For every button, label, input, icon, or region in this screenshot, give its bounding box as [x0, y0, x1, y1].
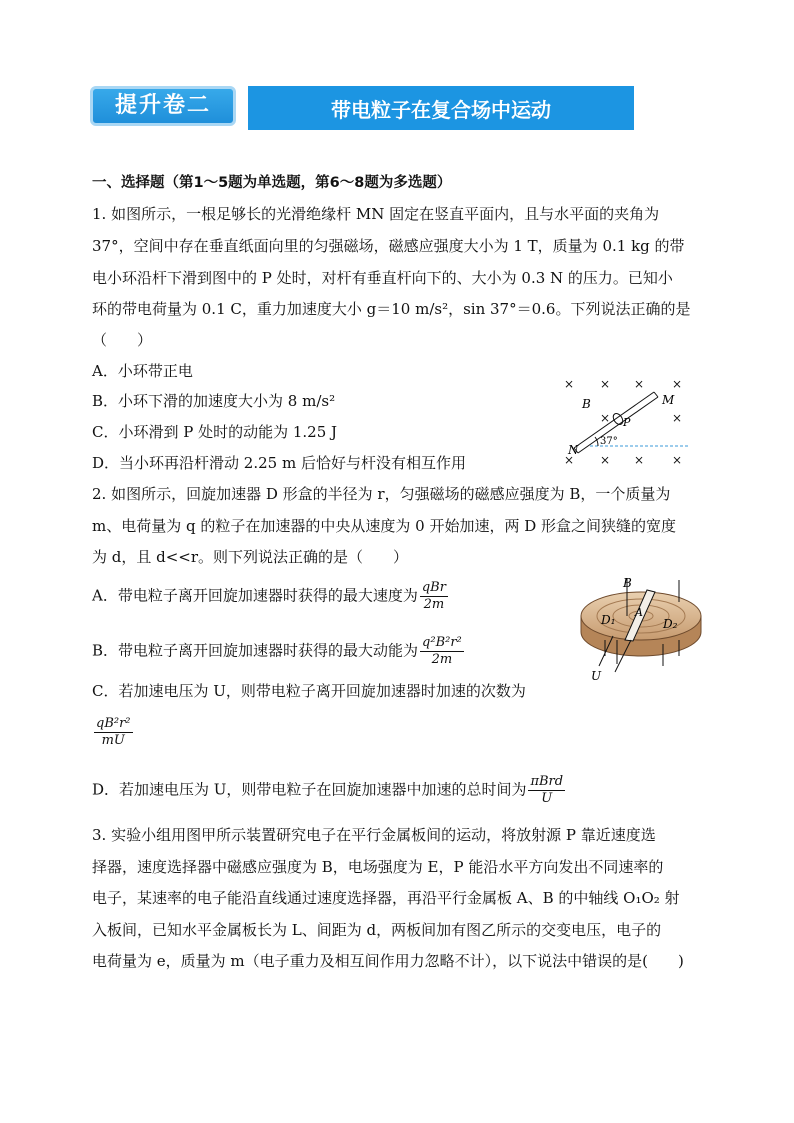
cross-mark: × [672, 411, 683, 425]
q3-line-4: 入板间，已知水平金属板长为 L、间距为 d，两板间加有图乙所示的交变电压，电子的 [92, 921, 662, 939]
q1-line-3: 电小环沿杆下滑到图中的 P 处时，对杆有垂直杆向下的、大小为 0.3 N 的压力。已知小 [92, 269, 673, 287]
fraction-denominator: 2m [431, 652, 453, 667]
q1-option-a: A．小环带正电 [92, 362, 193, 380]
fraction-numerator: q²B²r² [422, 635, 462, 650]
q1-line-5: （ ） [92, 331, 153, 349]
q1-option-d: D．当小环再沿杆滑动 2.25 m 后恰好与杆没有相互作用 [92, 454, 466, 472]
fraction-numerator: qB²r² [96, 716, 131, 731]
q3-line-5: 电荷量为 e，质量为 m（电子重力及相互间作用力忽略不计），以下说法中错误的是( ) [92, 952, 684, 970]
label-n: N [568, 443, 579, 457]
q1-option-c: C．小环滑到 P 处时的动能为 1.25 J [92, 423, 338, 441]
label-b: B [623, 576, 632, 590]
q2-option-c-fraction-line [92, 716, 133, 749]
label-m: M [662, 393, 675, 407]
topic-title: 带电粒子在复合场中运动 [248, 86, 634, 130]
fraction-denominator: U [541, 791, 553, 806]
cross-mark: × [564, 453, 575, 467]
label-p: P [623, 416, 631, 429]
q1-line-1: 1. 如图所示，一根足够长的光滑绝缘杆 MN 固定在竖直平面内，且与水平面的夹角为 [92, 205, 660, 223]
q2-option-a [92, 580, 448, 613]
cross-mark: × [634, 453, 645, 467]
q3-line-3: 电子，某速率的电子能沿直线通过速度选择器，再沿平行金属板 A、B 的中轴线 O₁O₂ 射 [92, 889, 680, 907]
q2-option-c: C．若加速电压为 U，则带电粒子离开回旋加速器时加速的次数为 [92, 682, 526, 700]
fraction-denominator: mU [101, 733, 125, 748]
q2-line-1: 2. 如图所示，回旋加速器 D 形盒的半径为 r，匀强磁场的磁感应强度为 B，一个质量为 [92, 485, 671, 503]
label-d1: D₁ [601, 613, 616, 627]
q2-option-b [92, 635, 464, 668]
q2-option-d [92, 774, 565, 807]
page-header [90, 86, 634, 130]
q1-line-2: 37°，空间中存在垂直纸面向里的匀强磁场，磁感应强度大小为 1 T，质量为 0.1 kg 的带 [92, 237, 685, 255]
cross-mark: × [600, 411, 611, 425]
q2-option-d-fraction [528, 774, 565, 807]
q1-figure-inclined-rod [560, 374, 690, 470]
cross-mark: × [564, 377, 575, 391]
fraction-numerator: πBrd [530, 774, 564, 789]
cross-mark: × [600, 377, 611, 391]
q1-option-b: B．小环下滑的加速度大小为 8 m/s² [92, 392, 336, 410]
label-d2: D₂ [663, 617, 678, 631]
label-b: B [582, 397, 591, 411]
q2-line-2: m、电荷量为 q 的粒子在加速器的中央从速度为 0 开始加速，两 D 形盒之间狭缝的宽度 [92, 517, 677, 535]
volume-badge: 提升卷二 [90, 86, 236, 126]
cross-mark: × [672, 377, 683, 391]
q3-line-2: 择器，速度选择器中磁感应强度为 B，电场强度为 E，P 能沿水平方向发出不同速率的 [92, 858, 664, 876]
q2-option-a-fraction [420, 580, 448, 613]
label-angle: 37° [600, 436, 618, 447]
q2-option-c-fraction [94, 716, 133, 749]
q3-line-1: 3. 实验小组用图甲所示装置研究电子在平行金属板间的运动，将放射源 P 靠近速度选 [92, 826, 656, 844]
label-a: A [635, 606, 643, 619]
q2-figure-cyclotron [575, 574, 710, 682]
section-heading: 一、选择题（第1～5题为单选题，第6～8题为多选题） [92, 175, 452, 191]
q2-option-a-text: A．带电粒子离开回旋加速器时获得的最大速度为 [92, 586, 418, 605]
label-u: U [591, 669, 602, 682]
fraction-numerator: qBr [421, 580, 446, 595]
q2-option-d-text: D．若加速电压为 U，则带电粒子在回旋加速器中加速的总时间为 [92, 780, 527, 799]
q1-line-4: 环的带电荷量为 0.1 C，重力加速度大小 g＝10 m/s²，sin 37°＝0.6。下列说法正确的是 [92, 300, 691, 318]
q2-option-b-fraction [420, 635, 464, 668]
cross-mark: × [600, 453, 611, 467]
cross-mark: × [634, 377, 645, 391]
cross-mark: × [672, 453, 683, 467]
angle-arc [595, 437, 598, 446]
q2-line-3: 为 d，且 d<<r。则下列说法正确的是（ ） [92, 548, 409, 566]
q2-option-b-text: B．带电粒子离开回旋加速器时获得的最大动能为 [92, 641, 419, 660]
fraction-denominator: 2m [423, 597, 445, 612]
